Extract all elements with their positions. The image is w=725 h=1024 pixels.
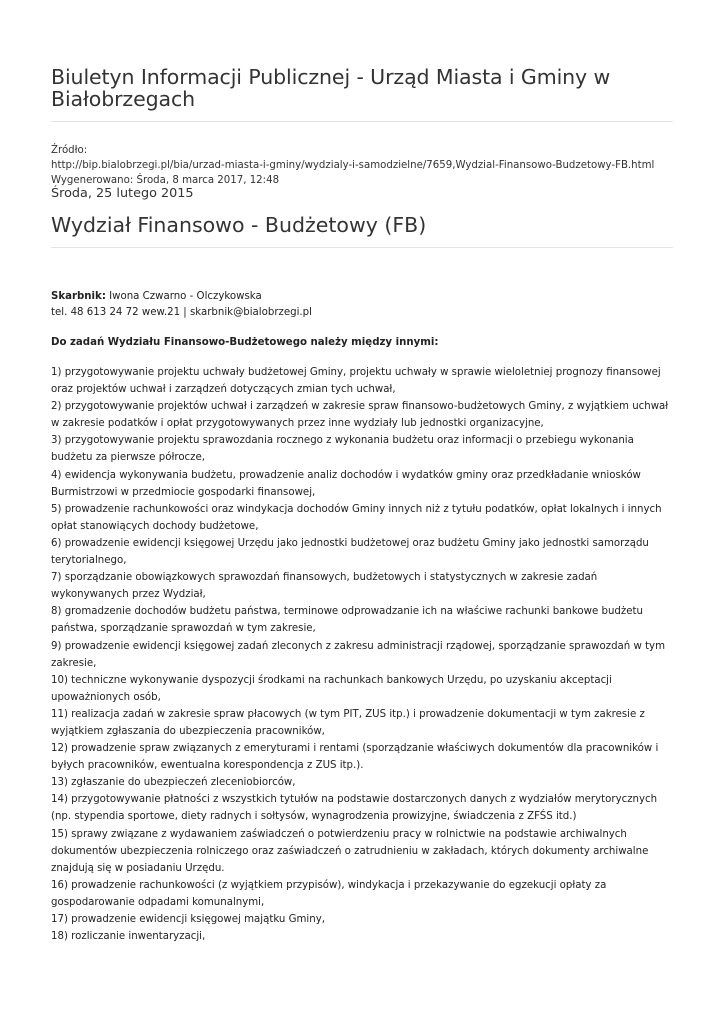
task-item: 15) sprawy związane z wydawaniem zaświadczeń o potwierdzeniu pracy w rolnictwie na podstawie archiwalnych dokumentów ubezpieczenia rolniczego oraz zaświadczeń o zatrudnieniu w zakładach, których dokumenty archiwalne znajdują się w posiadaniu Urzędu. xyxy=(51,828,649,874)
source-label: Źródło: xyxy=(51,145,88,156)
task-item: 12) prowadzenie spraw związanych z emeryturami i rentami (sporządzanie właściwych dokumentów dla pracowników i byłych pracowników, ewentualna korespondencja z ZUS itp.). xyxy=(51,743,659,772)
task-item: 8) gromadzenie dochodów budżetu państwa, terminowe odprowadzanie ich na właściwe rachunki bankowe budżetu państwa, sporządzanie sprawozdań w tym zakresie, xyxy=(51,606,643,635)
treasurer-name: Iwona Czwarno - Olczykowska xyxy=(109,291,262,302)
task-item: 10) techniczne wykonywanie dyspozycji środkami na rachunkach bankowych Urzędu, po uzyskaniu akceptacji upoważnionych osób, xyxy=(51,674,612,703)
title-divider xyxy=(51,247,673,248)
task-item: 3) przygotowywanie projektu sprawozdania rocznego z wykonania budżetu oraz informacji o przebiegu wykonania budżetu za pierwsze półrocze, xyxy=(51,435,634,464)
task-item: 9) prowadzenie ewidencji księgowej zadań zleconych z zakresu administracji rządowej, sporządzanie sprawozdań w tym zakresie, xyxy=(51,640,666,669)
task-item: 2) przygotowywanie projektów uchwał i zarządzeń w zakresie spraw finansowo-budżetowych Gminy, z wyjątkiem uchwał w zakresie podatków i opłat przygotowywanych przez inne wydziały lub jednostki organizacyjne, xyxy=(51,401,669,430)
task-item: 4) ewidencja wykonywania budżetu, prowadzenie analiz dochodów i wydatków gminy oraz przedkładanie wniosków Burmistrzowi w przedmiocie gospodarki finansowej, xyxy=(51,469,641,498)
task-item: 17) prowadzenie ewidencji księgowej majątku Gminy, xyxy=(51,914,325,925)
document-meta xyxy=(51,143,654,188)
treasurer-label: Skarbnik: xyxy=(51,291,106,302)
task-item: 11) realizacja zadań w zakresie spraw płacowych (w tym PIT, ZUS itp.) i prowadzenie dokumentacji w tym zakresie z wyjątkiem zgłaszania do ubezpieczenia pracowników, xyxy=(51,708,645,737)
treasurer-contact xyxy=(51,289,312,321)
task-item: 18) rozliczanie inwentaryzacji, xyxy=(51,931,206,943)
header-divider xyxy=(51,121,673,122)
source-url[interactable]: http://bip.bialobrzegi.pl/bia/urzad-miasta-i-gminy/wydzialy-i-samodzielne/7659,Wydzial-Finansowo-Budzetowy-FB.html xyxy=(51,160,655,171)
task-item: 14) przygotowywanie płatności z wszystkich tytułów na podstawie dostarczonych danych z wydziałów merytorycznych (np. stypendia sportowe, diety radnych i sołtysów, wynagrodzenia prowizyjne, świadczenia z ZFŚS itd.) xyxy=(51,794,658,823)
publication-date: Środa, 25 lutego 2015 xyxy=(51,186,194,201)
task-item: 5) prowadzenie rachunkowości oraz windykacja dochodów Gminy innych niż z tytułu podatków, opłat lokalnych i innych opłat stanowiących dochody budżetowe, xyxy=(51,503,662,532)
task-item: 16) prowadzenie rachunkowości (z wyjątkiem przypisów), windykacja i przekazywanie do egzekucji opłaty za gospodarowanie odpadami komunalnymi, xyxy=(51,879,607,908)
task-item: 13) zgłaszanie do ubezpieczeń zleceniobiorców, xyxy=(51,777,296,789)
generated-timestamp: Wygenerowano: Środa, 8 marca 2017, 12:48 xyxy=(51,175,280,186)
page-title: Wydział Finansowo - Budżetowy (FB) xyxy=(51,213,427,237)
tasks-intro: Do zadań Wydziału Finansowo-Budżetowego należy między innymi: xyxy=(51,337,439,348)
task-item: 6) prowadzenie ewidencji księgowej Urzędu jako jednostki budżetowej oraz budżetu Gminy jako jednostki samorządu terytorialnego, xyxy=(51,537,649,567)
tasks-list xyxy=(51,364,673,945)
contact-line: tel. 48 613 24 72 wew.21 | skarbnik@bialobrzegi.pl xyxy=(51,307,312,318)
site-title: Biuletyn Informacji Publicznej - Urząd Miasta i Gminy w Białobrzegach xyxy=(51,65,611,111)
task-item: 1) przygotowywanie projektu uchwały budżetowej Gminy, projektu uchwały w sprawie wieloletniej prognozy finansowej oraz projektów uchwał i zarządzeń dotyczących zmian tych uchwał, xyxy=(51,367,661,396)
task-item: 7) sporządzanie obowiązkowych sprawozdań finansowych, budżetowych i statystycznych w zakresie zadań wykonywanych przez Wydział, xyxy=(51,572,598,601)
